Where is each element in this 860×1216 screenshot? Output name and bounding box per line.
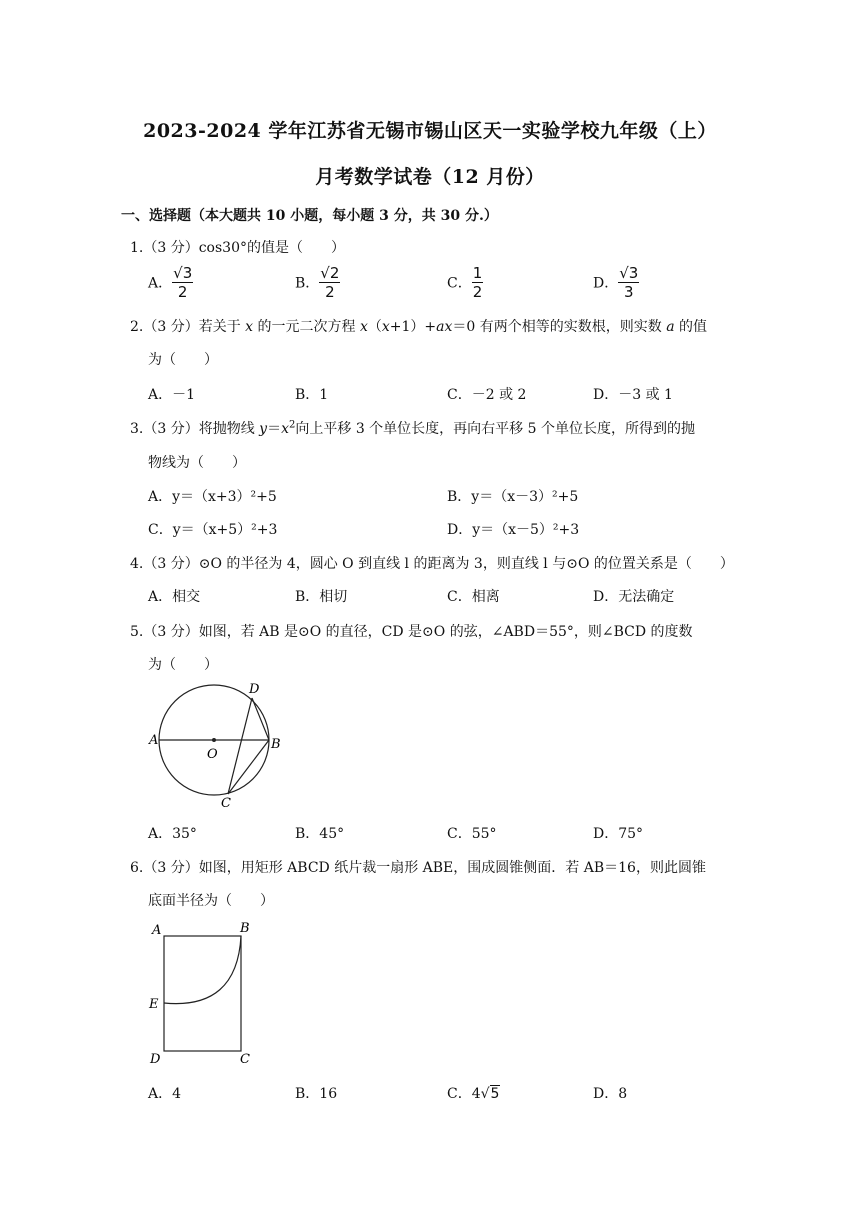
q6-option-c: C．4√5 (447, 1086, 500, 1102)
q5-label-b: B (271, 737, 281, 752)
q1-option-a (148, 264, 193, 301)
q6-label-a: A (152, 923, 162, 938)
q5-label-o: O (207, 747, 218, 762)
q1-option-a-fraction: $\frac{√3}{2}$ (173, 264, 193, 301)
q1-option-a-label: A． (148, 275, 173, 292)
q5-label-d: D (249, 682, 260, 697)
q4-option-a: A．相交 (148, 589, 201, 605)
q3-option-c: C．y＝（x+5）²+3 (148, 522, 278, 538)
q2-option-b: B．1 (295, 387, 329, 403)
q5-option-a: A．35° (148, 826, 197, 842)
q1-option-c (447, 264, 483, 301)
q3-option-d: D．y＝（x－5）²+3 (447, 522, 580, 538)
q1-stem: 1.（3 分）cos30°的值是（ ） (130, 240, 345, 256)
q5-center-dot (212, 738, 216, 742)
q6-rectangle (164, 936, 241, 1051)
q2-stem-line2: 为（ ） (148, 352, 218, 368)
q1-option-b (295, 264, 340, 301)
q3-stem-line2: 物线为（ ） (148, 455, 246, 471)
q1-option-c-label: C． (447, 275, 472, 292)
q1-option-d-label: D． (593, 275, 619, 292)
q6-rectangle-figure (140, 916, 280, 1066)
q1-option-d (593, 264, 639, 301)
q4-option-c: C．相离 (447, 589, 500, 605)
section-heading: 一、选择题（本大题共 10 小题，每小题 3 分，共 30 分.） (121, 208, 498, 224)
q4-option-d: D．无法确定 (593, 589, 675, 605)
q4-stem: 4.（3 分）⊙O 的半径为 4，圆心 O 到直线 l 的距离为 3，则直线 l 与⊙O 的位置关系是（ ） (130, 556, 734, 572)
q3-option-b: B．y＝（x－3）²+5 (447, 489, 579, 505)
q5-circle-figure (140, 676, 300, 816)
q2-option-a: A．－1 (148, 387, 196, 403)
q6-option-a: A．4 (148, 1086, 182, 1102)
q1-option-b-label: B． (295, 275, 320, 292)
q5-chord-cd (228, 698, 252, 794)
q2-stem: 2.（3 分）若关于 x 的一元二次方程 x（x+1）+ax＝0 有两个相等的实数根，则实数 a 的值 (130, 319, 708, 335)
exam-title-line2: 月考数学试卷（12 月份） (315, 166, 545, 188)
q6-option-b: B．16 (295, 1086, 338, 1102)
q6-option-d: D．8 (593, 1086, 628, 1102)
q5-stem-line2: 为（ ） (148, 657, 218, 673)
q5-option-b: B．45° (295, 826, 345, 842)
q5-label-a: A (149, 733, 159, 748)
q6-arc-be (164, 936, 241, 1004)
q5-option-c: C．55° (447, 826, 497, 842)
q5-label-c: C (221, 796, 231, 811)
q3-option-a: A．y＝（x+3）²+5 (148, 489, 277, 505)
q6-option-c-sqrt: √5 (480, 1086, 500, 1102)
exam-title-line1: 2023-2024 学年江苏省无锡市锡山区天一实验学校九年级（上） (143, 120, 717, 142)
q6-label-e: E (149, 997, 159, 1012)
q6-stem: 6.（3 分）如图，用矩形 ABCD 纸片裁一扇形 ABE，围成圆锥侧面．若 AB＝16，则此圆锥 (130, 860, 706, 876)
q6-label-c: C (240, 1052, 250, 1066)
q6-stem-line2: 底面半径为（ ） (148, 893, 274, 909)
q1-option-c-fraction: $\frac{1}{2}$ (472, 264, 483, 301)
q2-option-c: C．－2 或 2 (447, 387, 527, 403)
q5-option-d: D．75° (593, 826, 644, 842)
q5-stem: 5.（3 分）如图，若 AB 是⊙O 的直径，CD 是⊙O 的弦，∠ABD＝55°，则∠BCD 的度数 (130, 624, 693, 640)
q4-option-b: B．相切 (295, 589, 348, 605)
q2-option-d: D．－3 或 1 (593, 387, 673, 403)
q1-option-b-fraction: $\frac{√2}{2}$ (320, 264, 340, 301)
q5-segment-bd (252, 698, 269, 740)
q3-stem: 3.（3 分）将抛物线 $y=x^2$向上平移 3 个单位长度，再向右平移 5 个单位长度，所得到的抛 (130, 419, 695, 437)
q6-label-b: B (240, 921, 250, 936)
q1-option-d-fraction: $\frac{√3}{3}$ (619, 264, 639, 301)
q6-label-d: D (150, 1052, 161, 1066)
